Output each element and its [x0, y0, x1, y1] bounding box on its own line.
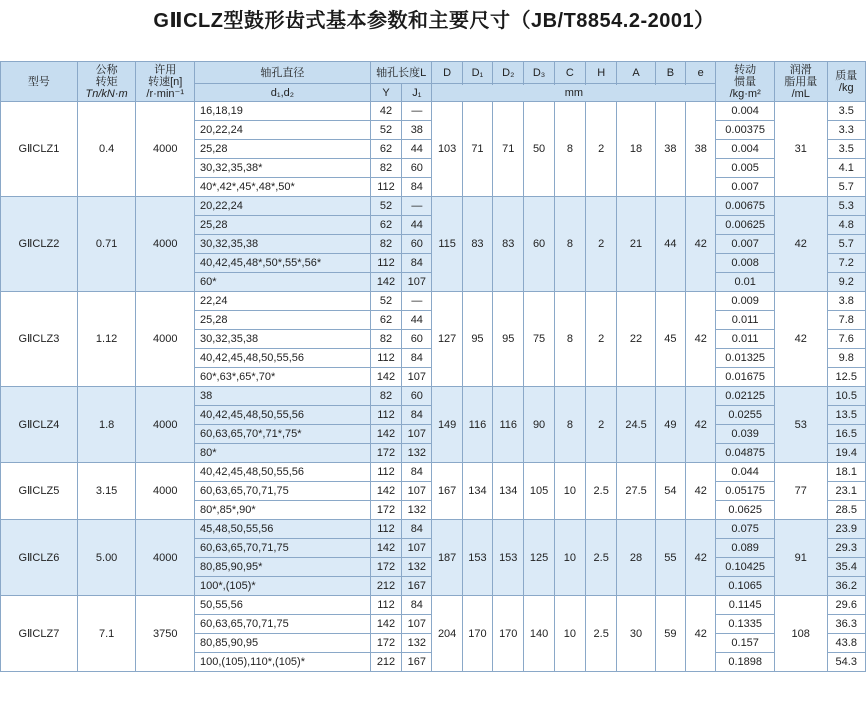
cell-D2: 95 — [493, 292, 524, 387]
header-bore-diameter: 轴孔直径 — [195, 62, 371, 84]
cell-D1: 134 — [462, 463, 492, 520]
cell-C: 10 — [554, 596, 585, 672]
cell-C: 8 — [554, 387, 585, 463]
cell-bore-diameter: 60,63,65,70,71,75 — [195, 615, 371, 634]
cell-length-y: 112 — [370, 520, 401, 539]
cell-length-y: 172 — [370, 501, 401, 520]
cell-inertia: 0.011 — [716, 311, 775, 330]
cell-mass: 4.1 — [827, 159, 866, 178]
cell-bore-diameter: 20,22,24 — [195, 197, 371, 216]
cell-length-y: 142 — [370, 368, 401, 387]
cell-D3: 125 — [524, 520, 554, 596]
cell-torque: 1.12 — [77, 292, 136, 387]
cell-length-y: 212 — [370, 653, 401, 672]
cell-D1: 83 — [462, 197, 492, 292]
cell-inertia: 0.1145 — [716, 596, 775, 615]
cell-model: GⅡCLZ3 — [1, 292, 78, 387]
cell-length-j1: 84 — [402, 178, 432, 197]
cell-A: 18 — [617, 102, 655, 197]
cell-inertia: 0.1335 — [716, 615, 775, 634]
header-torque-l1: 公称 — [95, 63, 118, 76]
cell-grease: 42 — [774, 197, 827, 292]
cell-inertia: 0.1898 — [716, 653, 775, 672]
cell-e: 42 — [686, 197, 716, 292]
cell-bore-diameter: 40,42,45,48,50,55,56 — [195, 463, 371, 482]
cell-B: 54 — [655, 463, 685, 520]
cell-length-j1: 132 — [402, 444, 432, 463]
cell-mass: 23.9 — [827, 520, 866, 539]
cell-length-y: 52 — [370, 197, 401, 216]
cell-speed: 4000 — [136, 520, 195, 596]
cell-B: 45 — [655, 292, 685, 387]
cell-A: 21 — [617, 197, 655, 292]
cell-length-j1: 84 — [402, 520, 432, 539]
header-torque — [77, 62, 136, 102]
header-B: B — [655, 62, 685, 84]
cell-length-j1: 132 — [402, 501, 432, 520]
cell-length-y: 52 — [370, 121, 401, 140]
cell-B: 49 — [655, 387, 685, 463]
header-mass-l1: 质量 — [835, 69, 858, 82]
cell-mass: 19.4 — [827, 444, 866, 463]
cell-length-y: 112 — [370, 406, 401, 425]
cell-D1: 153 — [462, 520, 492, 596]
cell-D: 115 — [432, 197, 462, 292]
table-row — [1, 292, 866, 311]
cell-length-y: 142 — [370, 539, 401, 558]
header-bore-length-y: Y — [370, 84, 401, 102]
cell-inertia: 0.039 — [716, 425, 775, 444]
cell-mass: 35.4 — [827, 558, 866, 577]
table-row — [1, 102, 866, 121]
cell-A: 28 — [617, 520, 655, 596]
cell-D: 204 — [432, 596, 462, 672]
cell-bore-diameter: 80* — [195, 444, 371, 463]
cell-D: 149 — [432, 387, 462, 463]
cell-D1: 95 — [462, 292, 492, 387]
cell-length-y: 82 — [370, 235, 401, 254]
cell-bore-diameter: 50,55,56 — [195, 596, 371, 615]
cell-mass: 36.2 — [827, 577, 866, 596]
spec-table — [0, 61, 866, 672]
cell-D1: 71 — [462, 102, 492, 197]
cell-D: 167 — [432, 463, 462, 520]
cell-length-y: 62 — [370, 140, 401, 159]
cell-grease: 42 — [774, 292, 827, 387]
cell-length-y: 62 — [370, 216, 401, 235]
cell-inertia: 0.01 — [716, 273, 775, 292]
cell-length-j1: 107 — [402, 273, 432, 292]
cell-A: 27.5 — [617, 463, 655, 520]
cell-length-j1: 132 — [402, 634, 432, 653]
cell-mass: 5.3 — [827, 197, 866, 216]
cell-bore-diameter: 22,24 — [195, 292, 371, 311]
cell-length-y: 82 — [370, 387, 401, 406]
cell-mass: 7.6 — [827, 330, 866, 349]
cell-length-j1: 132 — [402, 558, 432, 577]
cell-e: 38 — [686, 102, 716, 197]
table-header — [1, 62, 866, 102]
cell-model: GⅡCLZ6 — [1, 520, 78, 596]
cell-length-y: 82 — [370, 330, 401, 349]
cell-bore-diameter: 30,32,35,38 — [195, 235, 371, 254]
cell-length-j1: 84 — [402, 349, 432, 368]
cell-mass: 5.7 — [827, 178, 866, 197]
cell-mass: 10.5 — [827, 387, 866, 406]
cell-bore-diameter: 100*,(105)* — [195, 577, 371, 596]
header-speed-l3: /r·min⁻¹ — [146, 87, 184, 100]
cell-length-y: 82 — [370, 159, 401, 178]
cell-bore-diameter: 25,28 — [195, 311, 371, 330]
header-inertia-l3: /kg·m² — [729, 87, 761, 100]
cell-inertia: 0.011 — [716, 330, 775, 349]
cell-length-j1: 107 — [402, 368, 432, 387]
header-A: A — [617, 62, 655, 84]
header-H: H — [586, 62, 617, 84]
cell-length-y: 142 — [370, 425, 401, 444]
cell-length-j1: 107 — [402, 615, 432, 634]
header-inertia-l2: 惯量 — [734, 75, 757, 88]
cell-mass: 16.5 — [827, 425, 866, 444]
cell-D2: 153 — [493, 520, 524, 596]
header-grease — [774, 62, 827, 102]
cell-C: 8 — [554, 292, 585, 387]
cell-D3: 90 — [524, 387, 554, 463]
cell-inertia: 0.00375 — [716, 121, 775, 140]
cell-grease: 53 — [774, 387, 827, 463]
cell-speed: 4000 — [136, 387, 195, 463]
cell-bore-diameter: 100,(105),110*,(105)* — [195, 653, 371, 672]
cell-mass: 36.3 — [827, 615, 866, 634]
table-row — [1, 387, 866, 406]
cell-bore-diameter: 30,32,35,38 — [195, 330, 371, 349]
cell-speed: 4000 — [136, 463, 195, 520]
cell-C: 8 — [554, 102, 585, 197]
header-inertia-l1: 转动 — [734, 63, 757, 76]
cell-bore-diameter: 40*,42*,45*,48*,50* — [195, 178, 371, 197]
cell-length-j1: 107 — [402, 482, 432, 501]
header-grease-l2: 脂用量 — [784, 75, 818, 88]
header-grease-l3: /mL — [791, 87, 810, 100]
cell-length-y: 112 — [370, 254, 401, 273]
cell-mass: 9.8 — [827, 349, 866, 368]
cell-B: 59 — [655, 596, 685, 672]
cell-bore-diameter: 38 — [195, 387, 371, 406]
cell-mass: 3.5 — [827, 140, 866, 159]
cell-D: 103 — [432, 102, 462, 197]
header-e: e — [686, 62, 716, 84]
cell-speed: 4000 — [136, 197, 195, 292]
header-torque-l2: 转矩 — [95, 75, 118, 88]
header-inertia — [716, 62, 775, 102]
cell-D3: 140 — [524, 596, 554, 672]
cell-mass: 28.5 — [827, 501, 866, 520]
header-C: C — [554, 62, 585, 84]
cell-speed: 4000 — [136, 292, 195, 387]
header-speed-l1: 许用 — [154, 63, 177, 76]
cell-grease: 77 — [774, 463, 827, 520]
cell-bore-diameter: 60* — [195, 273, 371, 292]
cell-mass: 23.1 — [827, 482, 866, 501]
cell-e: 42 — [686, 463, 716, 520]
cell-inertia: 0.008 — [716, 254, 775, 273]
header-grease-l1: 润滑 — [789, 63, 812, 76]
cell-inertia: 0.007 — [716, 178, 775, 197]
cell-C: 10 — [554, 520, 585, 596]
cell-length-y: 142 — [370, 615, 401, 634]
cell-inertia: 0.1065 — [716, 577, 775, 596]
header-torque-l3: Tn/kN·m — [85, 87, 128, 100]
cell-mass: 29.3 — [827, 539, 866, 558]
header-speed — [136, 62, 195, 102]
cell-bore-diameter: 60,63,65,70,71,75 — [195, 482, 371, 501]
cell-e: 42 — [686, 292, 716, 387]
cell-length-y: 212 — [370, 577, 401, 596]
cell-mass: 5.7 — [827, 235, 866, 254]
cell-e: 42 — [686, 520, 716, 596]
cell-inertia: 0.089 — [716, 539, 775, 558]
cell-bore-diameter: 30,32,35,38* — [195, 159, 371, 178]
table-row — [1, 197, 866, 216]
cell-e: 42 — [686, 596, 716, 672]
cell-length-j1: 38 — [402, 121, 432, 140]
header-bore-length-j1: J₁ — [402, 84, 432, 102]
cell-length-j1: 60 — [402, 387, 432, 406]
cell-length-y: 172 — [370, 634, 401, 653]
cell-inertia: 0.0255 — [716, 406, 775, 425]
cell-D1: 170 — [462, 596, 492, 672]
cell-e: 42 — [686, 387, 716, 463]
cell-inertia: 0.00675 — [716, 197, 775, 216]
cell-D2: 71 — [493, 102, 524, 197]
cell-mass: 29.6 — [827, 596, 866, 615]
table-row — [1, 596, 866, 615]
cell-D2: 170 — [493, 596, 524, 672]
cell-D: 127 — [432, 292, 462, 387]
cell-torque: 7.1 — [77, 596, 136, 672]
cell-mass: 7.8 — [827, 311, 866, 330]
cell-model: GⅡCLZ1 — [1, 102, 78, 197]
cell-D: 187 — [432, 520, 462, 596]
cell-mass: 4.8 — [827, 216, 866, 235]
cell-torque: 1.8 — [77, 387, 136, 463]
cell-length-y: 112 — [370, 596, 401, 615]
cell-inertia: 0.10425 — [716, 558, 775, 577]
header-bore-diameter-sub: d₁,d₂ — [195, 84, 371, 102]
cell-C: 8 — [554, 197, 585, 292]
cell-length-j1: 44 — [402, 140, 432, 159]
cell-inertia: 0.04875 — [716, 444, 775, 463]
cell-length-j1: — — [402, 197, 432, 216]
cell-C: 10 — [554, 463, 585, 520]
cell-length-y: 52 — [370, 292, 401, 311]
cell-D2: 116 — [493, 387, 524, 463]
cell-length-j1: 107 — [402, 539, 432, 558]
cell-model: GⅡCLZ2 — [1, 197, 78, 292]
cell-grease: 31 — [774, 102, 827, 197]
cell-B: 44 — [655, 197, 685, 292]
header-D1: D₁ — [462, 62, 492, 84]
cell-D1: 116 — [462, 387, 492, 463]
cell-grease: 91 — [774, 520, 827, 596]
header-unit-mm: mm — [432, 84, 716, 102]
cell-mass: 3.5 — [827, 102, 866, 121]
cell-torque: 5.00 — [77, 520, 136, 596]
cell-length-j1: 60 — [402, 330, 432, 349]
cell-length-j1: 60 — [402, 159, 432, 178]
header-model: 型号 — [1, 62, 78, 102]
cell-mass: 43.8 — [827, 634, 866, 653]
cell-length-y: 172 — [370, 558, 401, 577]
cell-mass: 13.5 — [827, 406, 866, 425]
cell-length-y: 112 — [370, 349, 401, 368]
cell-inertia: 0.0625 — [716, 501, 775, 520]
cell-length-j1: 60 — [402, 235, 432, 254]
cell-bore-diameter: 40,42,45,48,50,55,56 — [195, 406, 371, 425]
table-row — [1, 520, 866, 539]
cell-inertia: 0.005 — [716, 159, 775, 178]
cell-bore-diameter: 25,28 — [195, 140, 371, 159]
cell-mass: 54.3 — [827, 653, 866, 672]
cell-length-j1: 44 — [402, 216, 432, 235]
header-D2: D₂ — [493, 62, 524, 84]
cell-D3: 50 — [524, 102, 554, 197]
table-body — [1, 102, 866, 672]
cell-model: GⅡCLZ4 — [1, 387, 78, 463]
cell-length-y: 142 — [370, 482, 401, 501]
cell-A: 24.5 — [617, 387, 655, 463]
cell-bore-diameter: 60*,63*,65*,70* — [195, 368, 371, 387]
header-D: D — [432, 62, 462, 84]
cell-B: 38 — [655, 102, 685, 197]
cell-grease: 108 — [774, 596, 827, 672]
table-row — [1, 463, 866, 482]
cell-inertia: 0.007 — [716, 235, 775, 254]
cell-length-j1: 84 — [402, 406, 432, 425]
cell-bore-diameter: 25,28 — [195, 216, 371, 235]
cell-length-j1: — — [402, 292, 432, 311]
cell-bore-diameter: 80,85,90,95 — [195, 634, 371, 653]
cell-inertia: 0.044 — [716, 463, 775, 482]
cell-bore-diameter: 40,42,45,48,50,55,56 — [195, 349, 371, 368]
cell-inertia: 0.02125 — [716, 387, 775, 406]
cell-H: 2.5 — [586, 520, 617, 596]
header-speed-l2: 转速[n] — [148, 75, 183, 88]
cell-length-j1: 107 — [402, 425, 432, 444]
cell-torque: 0.71 — [77, 197, 136, 292]
header-D3: D₃ — [524, 62, 554, 84]
cell-length-j1: 84 — [402, 463, 432, 482]
cell-A: 22 — [617, 292, 655, 387]
cell-H: 2.5 — [586, 596, 617, 672]
header-mass — [827, 62, 866, 102]
cell-bore-diameter: 80*,85*,90* — [195, 501, 371, 520]
cell-bore-diameter: 80,85,90,95* — [195, 558, 371, 577]
cell-torque: 3.15 — [77, 463, 136, 520]
cell-mass: 3.3 — [827, 121, 866, 140]
cell-inertia: 0.004 — [716, 140, 775, 159]
cell-H: 2 — [586, 197, 617, 292]
cell-mass: 18.1 — [827, 463, 866, 482]
cell-length-j1: 167 — [402, 653, 432, 672]
cell-length-y: 172 — [370, 444, 401, 463]
cell-bore-diameter: 40,42,45,48*,50*,55*,56* — [195, 254, 371, 273]
cell-length-j1: 44 — [402, 311, 432, 330]
header-mass-l2: /kg — [838, 81, 854, 94]
cell-length-y: 112 — [370, 178, 401, 197]
cell-length-y: 142 — [370, 273, 401, 292]
cell-mass: 7.2 — [827, 254, 866, 273]
cell-length-j1: — — [402, 102, 432, 121]
cell-inertia: 0.01675 — [716, 368, 775, 387]
cell-bore-diameter: 60,63,65,70*,71*,75* — [195, 425, 371, 444]
cell-H: 2 — [586, 387, 617, 463]
cell-length-y: 112 — [370, 463, 401, 482]
cell-model: GⅡCLZ7 — [1, 596, 78, 672]
cell-length-j1: 167 — [402, 577, 432, 596]
cell-D3: 75 — [524, 292, 554, 387]
cell-inertia: 0.157 — [716, 634, 775, 653]
cell-inertia: 0.05175 — [716, 482, 775, 501]
cell-D2: 134 — [493, 463, 524, 520]
cell-bore-diameter: 60,63,65,70,71,75 — [195, 539, 371, 558]
cell-speed: 3750 — [136, 596, 195, 672]
cell-H: 2 — [586, 102, 617, 197]
cell-torque: 0.4 — [77, 102, 136, 197]
cell-bore-diameter: 45,48,50,55,56 — [195, 520, 371, 539]
cell-model: GⅡCLZ5 — [1, 463, 78, 520]
cell-length-y: 62 — [370, 311, 401, 330]
cell-D3: 105 — [524, 463, 554, 520]
cell-A: 30 — [617, 596, 655, 672]
cell-length-y: 42 — [370, 102, 401, 121]
cell-inertia: 0.075 — [716, 520, 775, 539]
cell-mass: 3.8 — [827, 292, 866, 311]
cell-inertia: 0.004 — [716, 102, 775, 121]
cell-bore-diameter: 16,18,19 — [195, 102, 371, 121]
page-title: GⅡCLZ型鼓形齿式基本参数和主要尺寸（JB/T8854.2-2001） — [153, 10, 715, 32]
cell-D2: 83 — [493, 197, 524, 292]
cell-B: 55 — [655, 520, 685, 596]
cell-inertia: 0.009 — [716, 292, 775, 311]
cell-H: 2 — [586, 292, 617, 387]
cell-D3: 60 — [524, 197, 554, 292]
cell-mass: 9.2 — [827, 273, 866, 292]
cell-mass: 12.5 — [827, 368, 866, 387]
cell-inertia: 0.01325 — [716, 349, 775, 368]
cell-inertia: 0.00625 — [716, 216, 775, 235]
cell-H: 2.5 — [586, 463, 617, 520]
cell-speed: 4000 — [136, 102, 195, 197]
cell-length-j1: 84 — [402, 254, 432, 273]
cell-length-j1: 84 — [402, 596, 432, 615]
header-bore-length: 轴孔长度L — [370, 62, 432, 84]
cell-bore-diameter: 20,22,24 — [195, 121, 371, 140]
